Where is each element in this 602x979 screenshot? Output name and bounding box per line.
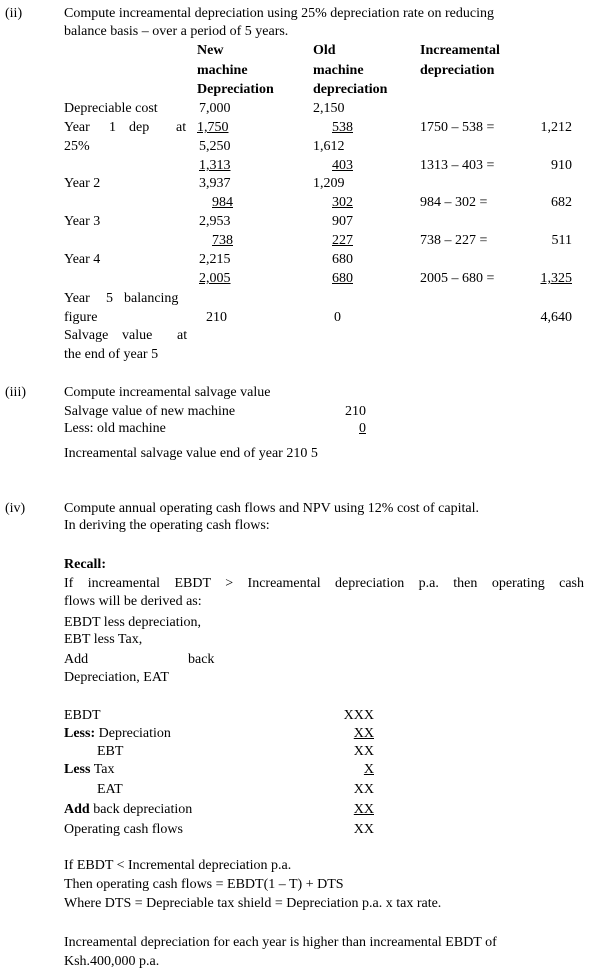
header-inc-2: depreciation bbox=[420, 63, 495, 78]
y5-expression: 2005 – 680 = bbox=[420, 271, 495, 286]
else-line-3: Where DTS = Depreciable tax shield = Depreciation p.a. x tax rate. bbox=[64, 896, 442, 911]
recall-condition-cont: flows will be derived as: bbox=[64, 594, 202, 609]
part-ii-number: (ii) bbox=[5, 6, 23, 21]
y2-new-dep: 1,313 bbox=[199, 158, 231, 173]
y4-expression: 738 – 227 = bbox=[420, 233, 488, 248]
salvage-label-a: Salvage bbox=[64, 328, 109, 343]
y1-label-b: 1 bbox=[109, 120, 116, 135]
derivation-line-4: Depreciation, EAT bbox=[64, 670, 169, 685]
y1-expression: 1750 – 538 = bbox=[420, 120, 495, 135]
y3-increamental: 682 bbox=[551, 195, 572, 210]
else-line-2: Then operating cash flows = EBDT(1 – T) + DTS bbox=[64, 877, 344, 892]
conclusion-line-1: Increamental depreciation for each year is higher than increamental EBDT of bbox=[64, 935, 497, 950]
y5-label-b: 5 bbox=[106, 291, 113, 306]
balance-3-old: 907 bbox=[332, 214, 353, 229]
y5-label-a: Year bbox=[64, 291, 90, 306]
y5-increamental: 1,325 bbox=[540, 271, 572, 286]
tbl-add-keyword: Add bbox=[64, 802, 90, 817]
balance-4-new: 2,215 bbox=[199, 252, 231, 267]
tbl-eat-value: XX bbox=[353, 782, 374, 797]
tbl-depreciation-text: Depreciation bbox=[95, 726, 171, 741]
y3-expression: 984 – 302 = bbox=[420, 195, 488, 210]
dep-cost-label: Depreciable cost bbox=[64, 101, 158, 116]
tbl-ebt-label: EBT bbox=[97, 744, 124, 759]
derivation-line-3b: back bbox=[188, 652, 215, 667]
y4-old-dep: 227 bbox=[332, 233, 353, 248]
tbl-add-back-label bbox=[64, 802, 192, 819]
else-line-1: If EBDT < Incremental depreciation p.a. bbox=[64, 858, 292, 873]
tbl-tax-value: X bbox=[363, 762, 374, 777]
header-new-2: machine bbox=[197, 63, 248, 78]
y1-increamental: 1,212 bbox=[540, 120, 572, 135]
part-ii-instruction-cont: balance basis – over a period of 5 years. bbox=[64, 24, 289, 39]
balance-2-old: 1,209 bbox=[313, 176, 345, 191]
y1-label-c: dep bbox=[129, 120, 150, 135]
y1-old-dep: 538 bbox=[332, 120, 353, 135]
tbl-depreciation-value: XX bbox=[353, 726, 374, 741]
y5-label-c: balancing bbox=[124, 291, 179, 306]
part-iii-title: Compute increamental salvage value bbox=[64, 385, 271, 400]
y1-label-d: at bbox=[176, 120, 187, 135]
tbl-ocf-value: XX bbox=[353, 822, 374, 837]
recall-heading: Recall: bbox=[64, 557, 106, 572]
header-new-1: New bbox=[197, 43, 224, 58]
conclusion-line-2: Ksh.400,000 p.a. bbox=[64, 954, 160, 969]
y2-label: Year 2 bbox=[64, 176, 101, 191]
header-old-3: depreciation bbox=[313, 82, 388, 97]
balance-1-new: 5,250 bbox=[199, 139, 231, 154]
y3-new-dep: 984 bbox=[212, 195, 233, 210]
total-increamental: 4,640 bbox=[540, 310, 572, 325]
tbl-add-back-text: back depreciation bbox=[89, 802, 193, 817]
tbl-ebt-value: XX bbox=[353, 744, 374, 759]
y1-rate: 25% bbox=[64, 139, 90, 154]
part-ii-instruction: Compute increamental depreciation using 25% depreciation rate on reducing bbox=[64, 6, 494, 21]
derivation-line-2: EBT less Tax, bbox=[64, 632, 143, 647]
tbl-ebdt-label: EBDT bbox=[64, 708, 101, 723]
header-old-1: Old bbox=[313, 43, 336, 58]
tbl-less-keyword: Less: bbox=[64, 726, 96, 741]
recall-condition: If increamental EBDT > Increamental depreciation p.a. then operating cash bbox=[64, 576, 584, 591]
salvage-end-label: the end of year 5 bbox=[64, 347, 159, 362]
salvage-old: 0 bbox=[334, 310, 341, 325]
part-iii-number: (iii) bbox=[5, 385, 26, 400]
y2-increamental: 910 bbox=[551, 158, 572, 173]
header-old-2: machine bbox=[313, 63, 364, 78]
tbl-ocf-label: Operating cash flows bbox=[64, 822, 183, 837]
tbl-tax-text: Tax bbox=[90, 762, 115, 777]
salvage-new-label: Salvage value of new machine bbox=[64, 404, 236, 419]
y1-label-a: Year bbox=[64, 120, 90, 135]
y5-old-dep: 680 bbox=[332, 271, 353, 286]
tbl-less-tax-keyword: Less bbox=[64, 762, 91, 777]
y4-new-dep: 738 bbox=[212, 233, 233, 248]
y2-old-dep: 403 bbox=[332, 158, 353, 173]
balance-1-old: 1,612 bbox=[313, 139, 345, 154]
y3-old-dep: 302 bbox=[332, 195, 353, 210]
y3-label: Year 3 bbox=[64, 214, 101, 229]
salvage-increamental-line: Increamental salvage value end of year 210 5 bbox=[64, 446, 318, 461]
tbl-less-tax-label bbox=[64, 762, 115, 779]
tbl-eat-label: EAT bbox=[97, 782, 123, 797]
salvage-new-value: 210 bbox=[345, 404, 366, 419]
salvage-label-c: at bbox=[177, 328, 188, 343]
tbl-less-depreciation-label bbox=[64, 726, 171, 743]
tbl-add-back-value: XX bbox=[353, 802, 374, 817]
tbl-ebdt-value: XXX bbox=[343, 708, 374, 723]
dep-cost-old: 2,150 bbox=[313, 101, 345, 116]
part-iv-line-1: Compute annual operating cash flows and NPV using 12% cost of capital. bbox=[64, 501, 479, 516]
header-inc-1: Increamental bbox=[420, 43, 500, 58]
figure-label: figure bbox=[64, 310, 98, 325]
header-new-3: Depreciation bbox=[197, 82, 274, 97]
balance-2-new: 3,937 bbox=[199, 176, 231, 191]
balance-3-new: 2,953 bbox=[199, 214, 231, 229]
salvage-less-label: Less: old machine bbox=[64, 421, 166, 436]
y4-label: Year 4 bbox=[64, 252, 101, 267]
y2-expression: 1313 – 403 = bbox=[420, 158, 495, 173]
salvage-less-value: 0 bbox=[359, 421, 366, 436]
part-iv-line-2: In deriving the operating cash flows: bbox=[64, 518, 270, 533]
salvage-label-b: value bbox=[122, 328, 153, 343]
y1-new-dep: 1,750 bbox=[197, 120, 229, 135]
balance-4-old: 680 bbox=[332, 252, 353, 267]
y4-increamental: 511 bbox=[551, 233, 572, 248]
dep-cost-new: 7,000 bbox=[199, 101, 231, 116]
derivation-line-1: EBDT less depreciation, bbox=[64, 615, 201, 630]
y5-new-dep: 2,005 bbox=[199, 271, 231, 286]
salvage-new: 210 bbox=[206, 310, 227, 325]
derivation-line-3a: Add bbox=[64, 652, 89, 667]
part-iv-number: (iv) bbox=[5, 501, 26, 516]
